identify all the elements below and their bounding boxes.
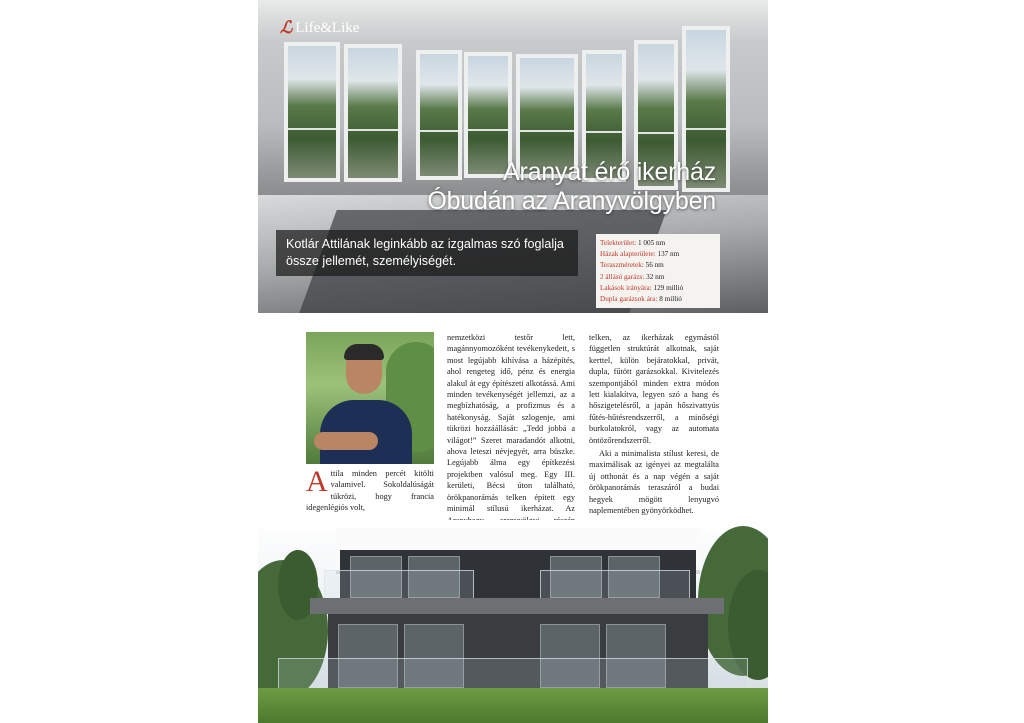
column-1-text: ttila minden percét kitölti valamivel. Sokoldalúságát tükrözi, hogy francia idegenlégiós volt, <box>306 469 434 513</box>
brand-logo <box>280 18 359 38</box>
headline-line-1: Aranyat érő ikerház <box>503 158 716 186</box>
brand-mark-icon: ℒ <box>280 18 293 37</box>
fact-row: Házak alapterülete: 137 nm <box>600 250 680 259</box>
fact-row: Lakások irányára: 129 millió <box>600 283 684 292</box>
column-3-paragraph-1: telken, az ikerházak egymástól független struktúrát alkotnak, saját kerttel, külön bejáratokkal, privát, dupla, fűtött garázsokkal. Kivitelezés szempontjából minden extra módon lett kialakítva, legyen szó a hang és hőszigetelésről, a japán hőszivattyús fűtés-hűtésrendszerről, a minőségi burkolatokról, vagy az automata öntözőrendszerről. <box>589 333 719 445</box>
portrait-photo <box>306 332 434 464</box>
brand-name: Life&Like <box>295 19 360 36</box>
house-photo <box>258 520 768 723</box>
article-column-1 <box>306 465 434 514</box>
fact-box <box>596 234 720 308</box>
fact-row: Dupla garázsok ára: 8 millió <box>600 295 682 304</box>
window-pane <box>344 44 402 182</box>
window-pane <box>284 42 340 182</box>
article-column-2 <box>447 332 575 539</box>
article-column-3 <box>589 332 719 519</box>
headline-line-2: Óbudán az Aranyvölgyben <box>427 187 716 215</box>
hero-image <box>258 0 768 313</box>
article-headline <box>427 158 716 216</box>
lead-text: Kotlár Attilának leginkább az izgalmas szó foglalja össze jellemét, személyiségét. <box>276 230 578 276</box>
column-2-text: nemzetközi testőr lett, magánnyomozóként tevékenykedett, s most legújabb kihívása a házépítés, ahol rengeteg idő, pénz és energia alakul át egy építészeti alkotássá. Ami minden tevékenységét jellemzi, az a megbízhatóság, a profizmus és a hatékonyság. Saját szlogenje, ami tükrözi hozzáállását: „Tedd jobbá a világot!” Szeret maradandót alkotni, ahova leteszi névjegyét, arra büszke. Legújabb álma egy építkezési projektben valósul meg. Egy III. kerületi, Bécsi úton található, örökpanorámás telken épített egy minimál stílusú ikerházat. Az <box>447 333 575 514</box>
fact-row: Teraszméretek: 56 nm <box>600 261 664 270</box>
fact-row: 2 állású garázs: 32 nm <box>600 272 665 281</box>
drop-cap: A <box>306 465 328 498</box>
column-3-paragraph-2: Aki a minimalista stílust keresi, de maximálisak az igényei az megtalálta új otthonát és a nap végén a saját örökpanorámás teraszáról a budai hegyek mögött lenyugvó naplementében gyönyörködhet. <box>589 449 719 516</box>
magazine-page <box>258 0 768 723</box>
fact-row: Telekterület: 1 005 nm <box>600 239 666 247</box>
